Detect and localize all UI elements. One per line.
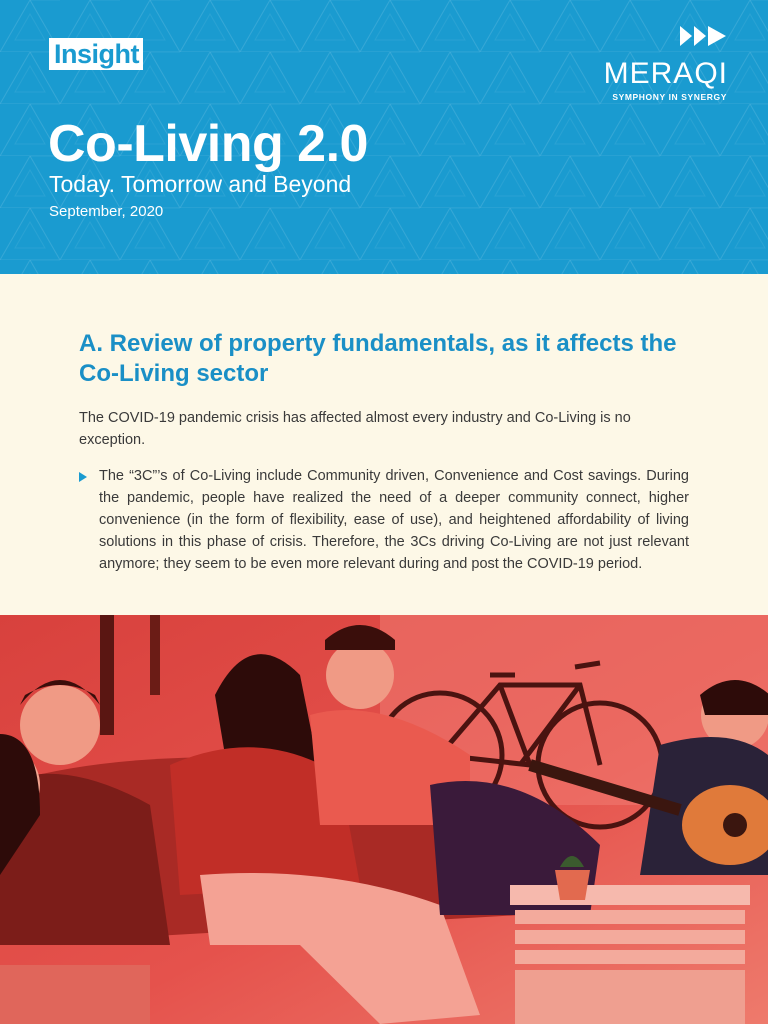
logo-tagline: SYMPHONY IN SYNERGY	[612, 92, 727, 102]
intro-paragraph: The COVID-19 pandemic crisis has affected almost every industry and Co-Living is no exception.	[79, 410, 631, 448]
report-date: September, 2020	[49, 203, 164, 220]
report-title: Co-Living 2.0	[48, 115, 368, 173]
section-heading: A. Review of property fundamentals, as it affects the Co-Living sector	[79, 330, 677, 387]
triple-arrow-logo-icon	[680, 24, 728, 48]
triangle-bullet-icon	[79, 472, 87, 482]
friends-on-sofa-illustration	[0, 615, 768, 1024]
group-photo	[0, 615, 768, 1024]
insight-badge: Insight	[49, 38, 143, 70]
bullet-item	[79, 465, 689, 575]
cover-header	[0, 0, 768, 274]
bullet-text: The “3C”’s of Co-Living include Community driven, Convenience and Cost savings. During the pandemic, people have realized the need of a deeper community connect, higher convenience (in the form of flexibility, ease of use), and heightened affordability of living solutions in this phase of crisis. Therefore, the 3Cs driving Co-Living are not just relevant anymore; they seem to be even more relevant during and post the COVID-19 period.	[99, 468, 689, 572]
meraqi-logo	[588, 24, 728, 104]
report-subtitle: Today. Tomorrow and Beyond	[49, 171, 352, 197]
logo-wordmark: MERAQI	[603, 57, 728, 90]
